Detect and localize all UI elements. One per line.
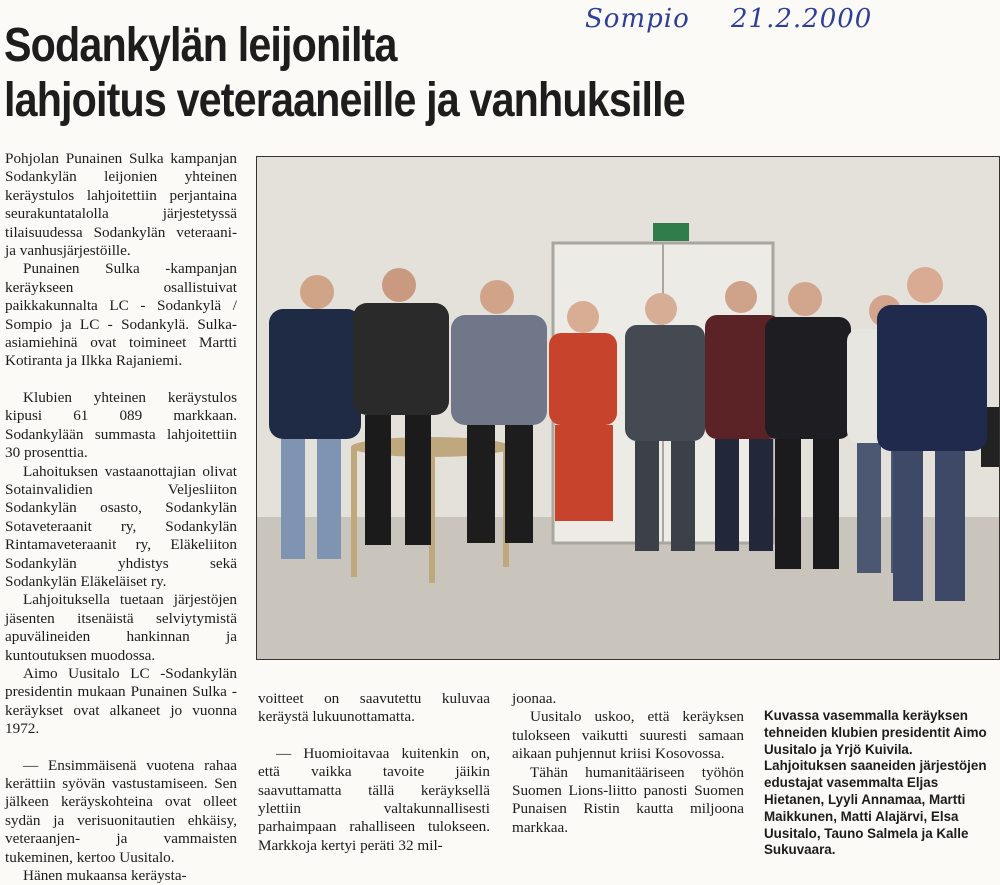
handwritten-date: 21.2.2000 <box>731 4 873 34</box>
paragraph: Lahjoituksella tuetaan järjestöjen jäsenten itsenäistä selviytymistä apuvälineiden hankinnan ja kuntoutuksen muodossa. <box>5 591 237 664</box>
article-column-1 <box>5 150 237 885</box>
exit-sign-icon <box>653 223 689 241</box>
paragraph: joonaa. <box>512 690 557 707</box>
headline-line-2: lahjoitus veteraaneille ja vanhuksille <box>4 74 685 127</box>
news-photo <box>256 156 1000 660</box>
paragraph: — Huomioitavaa kuitenkin on, että vaikka tavoite jäikin saavuttamatta tällä keräyksellä ylettiin valtakunnallisesti parhaimpaan rahalliseen tulokseen. Markkoja kertyi peräti 32 mil- <box>258 744 490 854</box>
paragraph: Tähän humanitääriseen työhön Suomen Lions-liitto panosti Suomen Punaisen Ristin kautta miljoona markkaa. <box>512 763 744 836</box>
article-headline <box>4 18 830 128</box>
article-column-2 <box>258 690 490 855</box>
photo-caption: Kuvassa vasemmalla keräyksen tehneiden klubien presidentit Aimo Uusitalo ja Yrjö Kuivila. Lahjoituksen saaneiden järjestöjen edustajat vasemmalta Eljas Hietanen, Lyyli Annamaa, Martti Maikkunen, Matti Alajärvi, Elsa Uusitalo, Tauno Salmela ja Kalle Sukuvaara. <box>764 708 987 858</box>
article-column-3 <box>512 690 744 837</box>
paragraph: Aimo Uusitalo LC -Sodankylän presidentin mukaan Punainen Sulka -keräykset ovat alkaneet jo vuonna 1972. <box>5 664 237 738</box>
handwritten-publication: Sompio <box>585 4 690 34</box>
paragraph: voitteet on saavutettu kuluvaa keräystä lukuunottamatta. <box>258 690 490 726</box>
paragraph: Pohjolan Punainen Sulka kampanjan Sodankylän leijonien yhteinen keräystulos lahjoitettiin perjantaina seurakuntatalolla järjestetyssä tilaisuudessa Sodankylän veteraani- ja vanhusjärjestöille. <box>5 150 237 260</box>
headline-line-1: Sodankylän leijonilta <box>4 19 397 72</box>
person-4 <box>549 301 617 521</box>
paragraph: — Ensimmäisenä vuotena rahaa kerättiin syövän vastustamiseen. Sen jälkeen keräyskohteina ovat olleet sydän ja verisuonitautien ehkäisy, veteraanjen- ja vammaisten tukeminen, kertoo Uusitalo. <box>5 756 237 866</box>
photo-illustration <box>257 157 999 659</box>
paragraph: Uusitalo uskoo, että keräyksen tulokseen vaikutti suuresti samaan aikaan puhjennut kriisi Kosovossa. <box>512 708 744 763</box>
paragraph: Lahoituksen vastaanottajian olivat Sotainvalidien Veljesliiton Sodankylän osasto, Sodankylän Sotaveteraanit ry, Sodankylän Rintamaveteraanit ry, Eläkeliiton Sodankylän yhdistys sekä Sodankylän Eläkeläiset ry. <box>5 462 237 590</box>
paragraph: Klubien yhteinen keräystulos kipusi 61 089 markkaan. Sodankylään summasta lahjoitettiin 30 prosenttia. <box>5 388 237 462</box>
paragraph: Punainen Sulka -kampanjan keräykseen osallistuivat paikkakunnalta LC - Sodankylä / Sompio ja LC - Sodankylä. Sulka-asiamiehinä ovat toimineet Martti Kotiranta ja Ilkka Rajaniemi. <box>5 260 237 370</box>
paragraph: Hänen mukaansa keräysta- <box>23 867 187 885</box>
